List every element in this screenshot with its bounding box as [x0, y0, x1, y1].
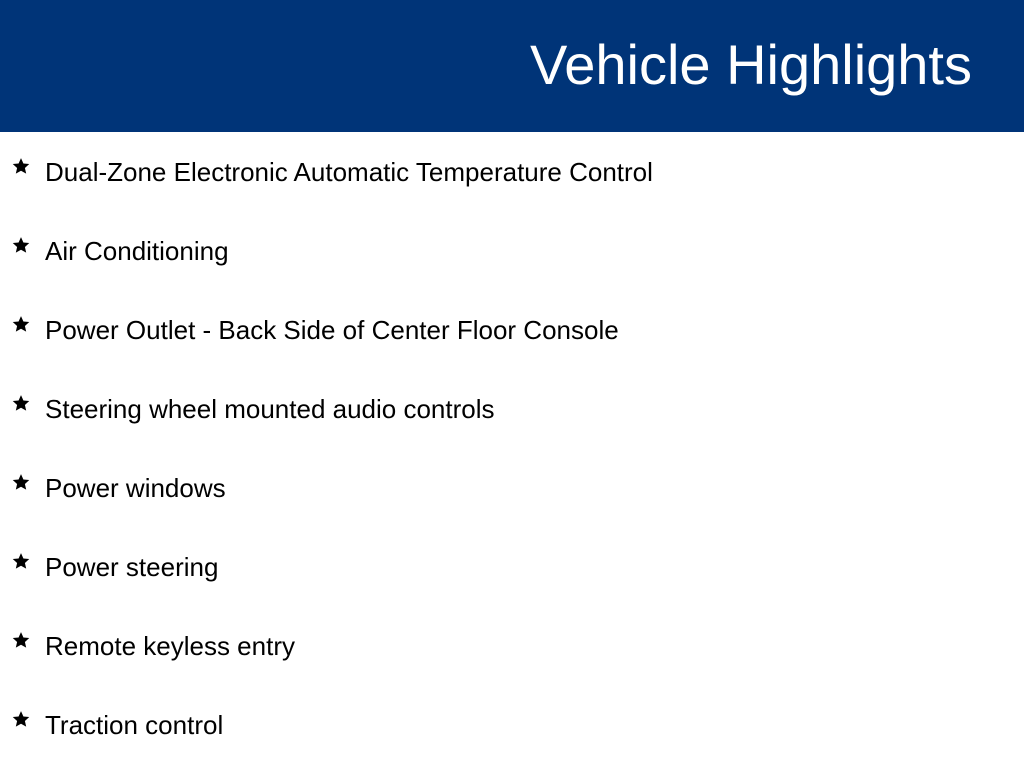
- list-item: [0, 310, 1000, 389]
- list-item-label: Traction control: [45, 710, 224, 740]
- header-bar: [0, 0, 1024, 132]
- star-icon: [12, 236, 30, 254]
- list-item: [0, 547, 1000, 626]
- star-icon: [12, 473, 30, 491]
- star-icon: [12, 157, 30, 175]
- list-item: [0, 231, 1000, 310]
- list-item: [0, 152, 1000, 231]
- list-item: [0, 705, 1000, 768]
- list-item-label: Air Conditioning: [45, 236, 229, 266]
- list-item-label: Power steering: [45, 552, 219, 582]
- page-title: Vehicle Highlights: [529, 33, 972, 96]
- star-icon: [12, 552, 30, 570]
- list-item: [0, 389, 1000, 468]
- list-item-label: Power Outlet - Back Side of Center Floor Console: [45, 315, 619, 345]
- list-item-label: Dual-Zone Electronic Automatic Temperature Control: [45, 157, 653, 187]
- star-icon: [12, 394, 30, 412]
- list-item-label: Steering wheel mounted audio controls: [45, 394, 495, 424]
- list-item: [0, 468, 1000, 547]
- list-item-label: Power windows: [45, 473, 226, 503]
- star-icon: [12, 710, 30, 728]
- list-item-label: Remote keyless entry: [45, 631, 295, 661]
- star-icon: [12, 315, 30, 333]
- highlights-list: [0, 152, 1000, 768]
- list-item: [0, 626, 1000, 705]
- star-icon: [12, 631, 30, 649]
